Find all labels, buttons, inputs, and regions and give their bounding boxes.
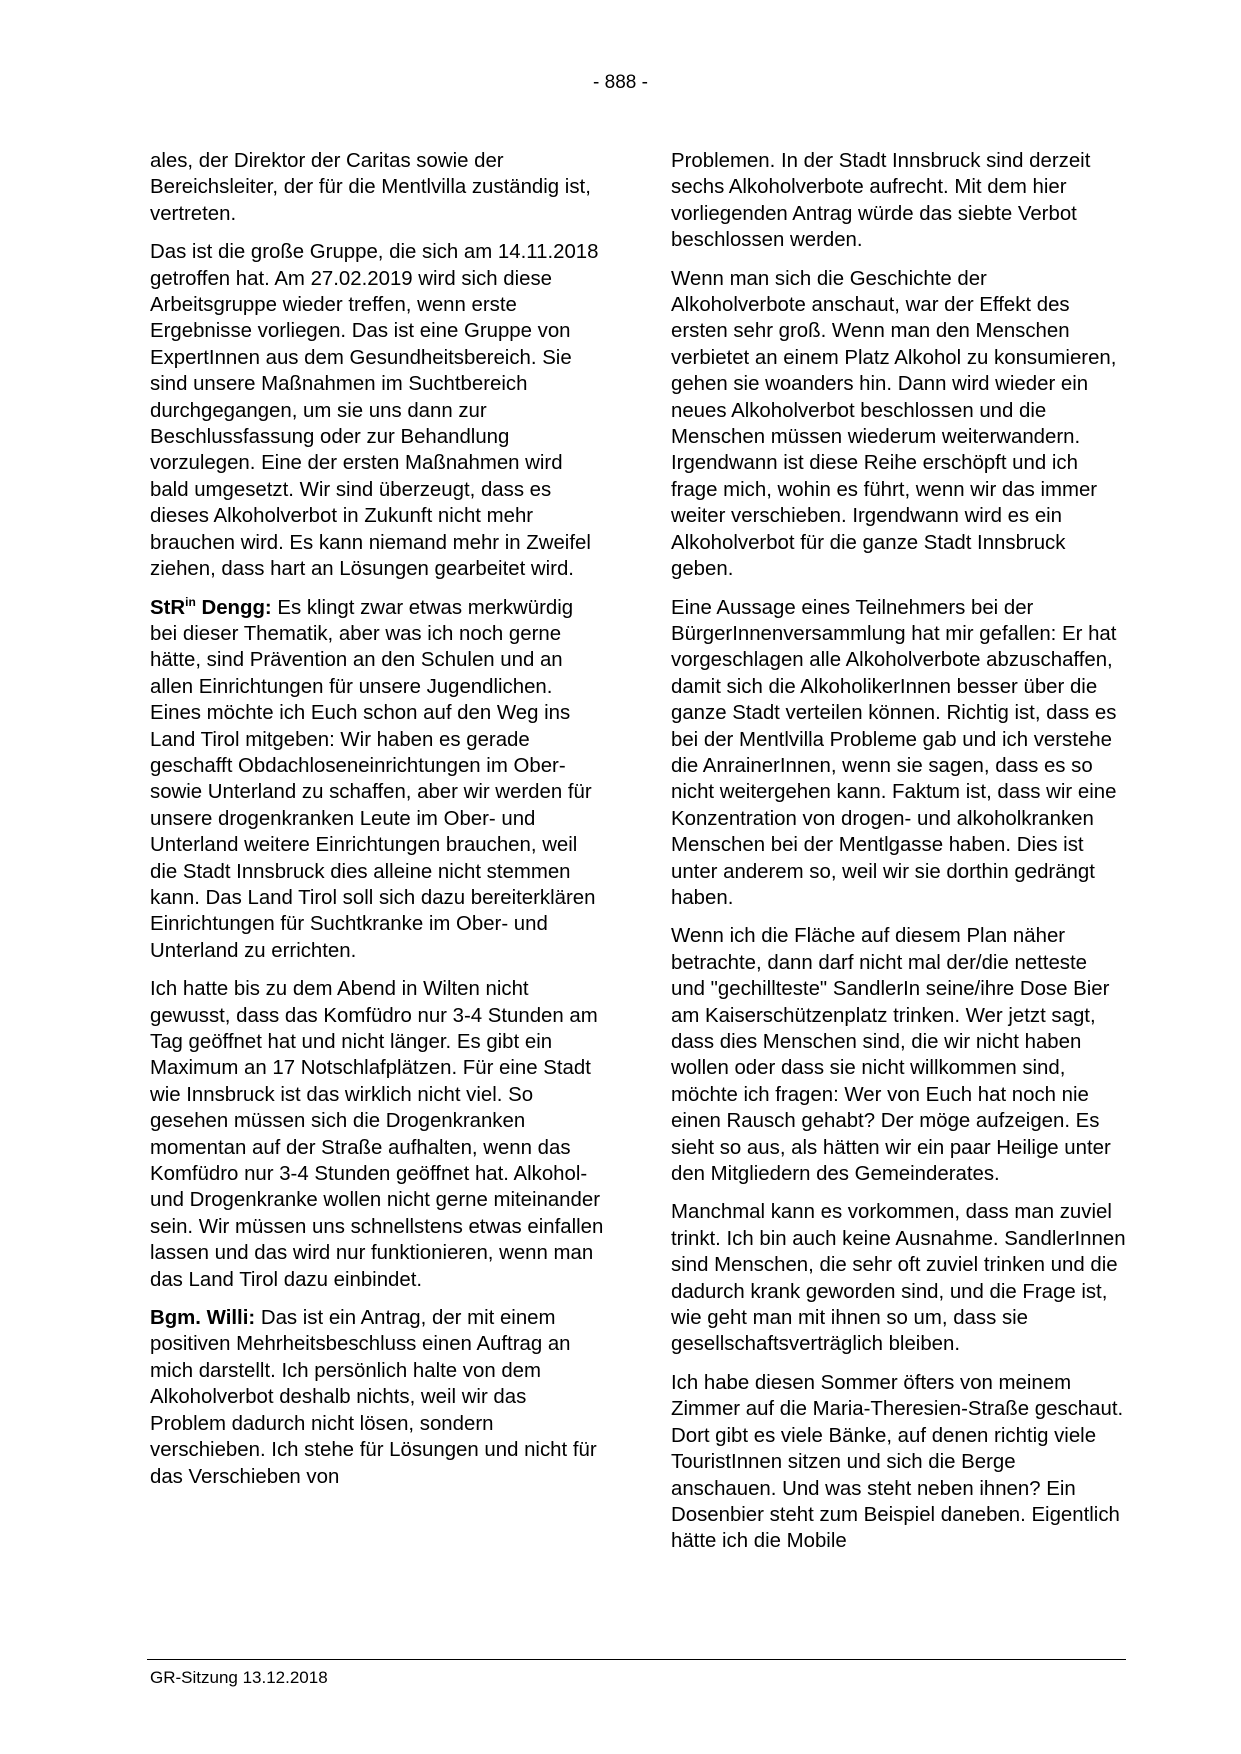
footer-session-label: GR-Sitzung 13.12.2018 (150, 1668, 328, 1687)
page-number: - 888 - (593, 72, 648, 93)
speaker-name (150, 594, 272, 619)
paragraph: Das ist die große Gruppe, die sich am 14.11.2018 getroffen hat. Am 27.02.2019 wird sich diese Arbeitsgruppe wieder treffen, wenn erste Ergebnisse vorliegen. Das ist eine Gruppe von ExpertInnen aus dem Gesundheitsbereich. Sie sind unsere Maßnahmen im Suchtbereich durchgegangen, um sie uns dann zur Beschlussfassung oder zur Behandlung vorzulegen. Eine der ersten Maßnahmen wird bald umgesetzt. Wir sind überzeugt, dass es dieses Alkoholverbot in Zukunft nicht mehr brauchen wird. Es kann niemand mehr in Zweifel ziehen, dass hart an Lösungen gearbeitet wird. (150, 241, 599, 581)
paragraph-text: Es klingt zwar etwas merkwürdig bei dieser Thematik, aber was ich noch gerne hätte, sind Prävention an den Schulen und an allen Einrichtungen für unsere Jugendlichen. Eines möchte ich Euch schon auf den Weg ins Land Tirol mitgeben: Wir haben es gerade geschafft Obdachloseneinrichtungen im Ober- sowie Unterland zu schaffen, aber wir werden für unsere drogenkranken Leute im Ober- und Unterland weitere Einrichtungen brauchen, weil die Stadt Innsbruck dies alleine nicht stemmen kann. Das Land Tirol soll sich dazu bereiterklären Einrichtungen für Suchtkranke im Ober- und Unterland zu errichten. (150, 596, 596, 962)
right-column (671, 148, 1126, 1567)
speaker-surname: Dengg: (195, 596, 272, 619)
paragraph: ales, der Direktor der Caritas sowie der Bereichsleiter, der für die Mentlvilla zuständig ist, vertreten. (150, 150, 591, 225)
paragraph-text: Das ist ein Antrag, der mit einem positiven Mehrheitsbeschluss einen Auftrag an mich darstellt. Ich persönlich halte von dem Alkoholverbot deshalb nichts, weil wir das Problem dadurch nicht lösen, sondern verschieben. Ich stehe für Lösungen und nicht für das Verschieben von (150, 1307, 597, 1488)
paragraph: Wenn man sich die Geschichte der Alkoholverbote anschaut, war der Effekt des ersten sehr groß. Wenn man den Menschen verbietet an einem Platz Alkohol zu konsumieren, gehen sie woanders hin. Dann wird wieder ein neues Alkoholverbot beschlossen und die Menschen müssen wiederum weiterwandern. Irgendwann ist diese Reihe erschöpft und ich frage mich, wohin es führt, wenn wir das immer weiter verschieben. Irgendwann wird es ein Alkoholverbot für die ganze Stadt Innsbruck geben. (671, 267, 1117, 581)
paragraph: Wenn ich die Fläche auf diesem Plan näher betrachte, dann darf nicht mal der/die netteste und "gechillteste" SandlerIn seine/ihre Dose Bier am Kaiserschützenplatz trinken. Wer jetzt sagt, dass dies Menschen sind, die wir nicht haben wollen oder dass sie nicht willkommen sind, möchte ich fragen: Wer von Euch hat noch nie einen Rausch gehabt? Der möge aufzeigen. Es sieht so aus, als hätten wir ein paar Heilige unter den Mitgliedern des Gemeinderates. (671, 925, 1111, 1186)
speaker-name: Bgm. Willi: (150, 1307, 256, 1330)
speaker-title-superscript: in (185, 594, 196, 609)
footer-divider (147, 1659, 1126, 1660)
left-column (150, 148, 605, 1502)
paragraph (150, 595, 605, 965)
speaker-title: StR (150, 596, 186, 619)
paragraph: Ich habe diesen Sommer öfters von meinem Zimmer auf die Maria-Theresien-Straße geschaut. Dort gibt es viele Bänke, auf denen richtig viele TouristInnen sitzen und sich die Berge anschauen. Und was steht neben ihnen? Ein Dosenbier steht zum Beispiel daneben. Eigentlich hätte ich die Mobile (671, 1371, 1124, 1553)
paragraph: Problemen. In der Stadt Innsbruck sind derzeit sechs Alkoholverbote aufrecht. Mit dem hier vorliegenden Antrag würde das siebte Verbot beschlossen werden. (671, 150, 1091, 252)
paragraph: Eine Aussage eines Teilnehmers bei der BürgerInnenversammlung hat mir gefallen: Er hat vorgeschlagen alle Alkoholverbote abzuschaffen, damit sich die AlkoholikerInnen besser über die ganze Stadt verteilen können. Richtig ist, dass es bei der Mentlvilla Probleme gab und ich verstehe die AnrainerInnen, wenn sie sagen, dass es so nicht weitergehen kann. Faktum ist, dass wir eine Konzentration von drogen- und alkoholkranken Menschen bei der Mentlgasse haben. Dies ist unter anderem so, weil wir sie dorthin gedrängt haben. (671, 596, 1117, 909)
paragraph: Manchmal kann es vorkommen, dass man zuviel trinkt. Ich bin auch keine Ausnahme. SandlerInnen sind Menschen, die sehr oft zuviel trinken und die dadurch krank geworden sind, und die Frage ist, wie geht man mit ihnen so um, dass sie gesellschaftsverträglich bleiben. (671, 1201, 1126, 1356)
paragraph: Ich hatte bis zu dem Abend in Wilten nicht gewusst, dass das Komfüdro nur 3-4 Stunden am Tag geöffnet hat und nicht länger. Es gibt ein Maximum an 17 Notschlafplätzen. Für eine Stadt wie Innsbruck ist das wirklich nicht viel. So gesehen müssen sich die Drogenkranken momentan auf der Straße aufhalten, wenn das Komfüdro nur 3-4 Stunden geöffnet hat. Alkohol- und Drogenkranke wollen nicht gerne miteinander sein. Wir müssen uns schnellstens etwas einfallen lassen und das wird nur funktionieren, wenn man das Land Tirol dazu einbindet. (150, 978, 604, 1291)
paragraph (150, 1305, 605, 1490)
